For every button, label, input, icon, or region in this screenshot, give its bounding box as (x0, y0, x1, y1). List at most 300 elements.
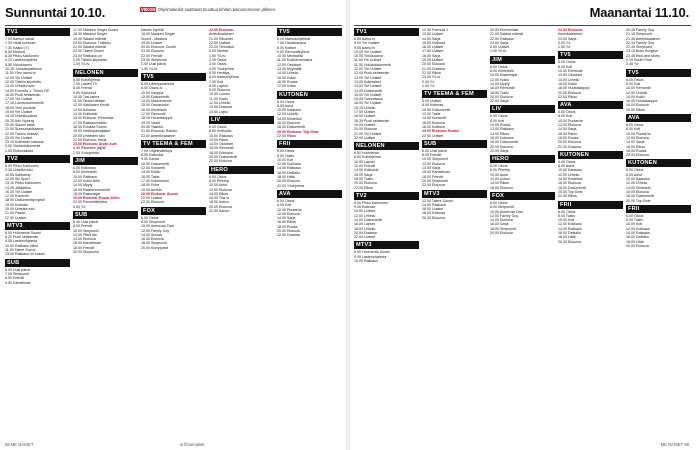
program-line: 14.00 Rikos (209, 191, 228, 196)
program-line: 10.00 Autot (209, 183, 228, 188)
program-line: 19.00 Keittiöpainajaiset (73, 129, 111, 134)
program-line: 8.00 Autot (626, 172, 643, 177)
program-line: 8.00 Tositv (277, 153, 295, 158)
program-line: 22.00 Yöohjelma (277, 183, 304, 188)
program-line: 6.00 Ostos (626, 213, 644, 218)
program-line: 1.05 Elokuvaklubi (5, 148, 34, 153)
program-line: 1.00 Yö-tv (73, 62, 90, 67)
program-line: 10.00 Merihaitat (277, 54, 303, 59)
program-line: 10.00 Dokumentti (422, 107, 451, 112)
program-line: 0.15 South Park (626, 58, 652, 63)
program-line: 22.00 Rakkaus (490, 36, 514, 41)
program-line: 16.00 Rikos (626, 144, 645, 149)
program-line: 12.00 Family Guy (490, 213, 519, 218)
program-line: 14.00 Elokuva (73, 237, 96, 242)
program-line: 22.00 Uutiset (5, 215, 27, 220)
program-line: 16.00 Lapset (354, 222, 375, 227)
program-line: 18.00 Ruoka (558, 135, 579, 140)
program-line: 21.30 Elokuva (141, 49, 164, 54)
program-line: 8.00 Piirretyt (490, 168, 511, 173)
program-line: 20.00 Unelmien talo (73, 133, 105, 138)
program-line: 7.00 Ostoskanava (277, 41, 306, 46)
program-line: 20.00 Rikos (626, 107, 645, 112)
program-line: 6.00 Pikku Kakkonen (5, 164, 39, 169)
program-line: 6.00 Kotiostos (73, 166, 96, 171)
day-title-left: Sunnuntai 10.10. (5, 5, 106, 20)
program-line: 17.00 Remontti (141, 112, 166, 117)
program-line: 22.00 Uutiset (354, 235, 376, 240)
program-line: 14.00 Kokki (626, 94, 645, 99)
program-line: 10.00 Lapset (354, 159, 375, 164)
program-line: 6.00 Huomenta Suomi (354, 250, 390, 255)
program-line: 12.00 Kokkaus (558, 222, 582, 227)
program-line: 22.00 Rikos (558, 94, 577, 99)
program-line: 6.00 Ostos (490, 64, 508, 69)
program-line: 14.00 Rakkaus (626, 230, 650, 235)
program-line: 16.00 Kahdeksan (73, 241, 101, 246)
listing-columns-left (5, 28, 342, 436)
program-line: 16.30 Yle Uutiset (5, 189, 33, 194)
program-line: 17.10 Luontodokumentti (5, 101, 44, 106)
program-line: 12.00 Urheilu (558, 172, 580, 177)
program-line: 6.00 Uusi päivä (73, 219, 98, 224)
program-line: 18.00 Kulttuuri (422, 124, 446, 129)
header-rule (5, 25, 342, 26)
program-line: 16.00 Elokuva (490, 185, 513, 190)
legend-swatch: VIIKON (141, 7, 156, 12)
program-line: 17.00 Masked Singer Suomi (73, 28, 119, 32)
program-line: 7.05 Hetki suvessa (5, 41, 36, 46)
program-line: 22.15 Family Guy (626, 40, 655, 45)
program-line: 8.00 Kotikokki (141, 153, 164, 158)
program-line: 6.00 Ostos (277, 99, 295, 104)
program-line: 20.00 Elokuva (354, 127, 377, 132)
program-line: 10.00 Kalastus (277, 108, 301, 113)
program-line: 10.00 Puutarha (626, 131, 651, 136)
program-line: 22.00 Draama (277, 233, 300, 238)
channel-heading: AVA (277, 190, 342, 198)
program-line: 16.00 Elokuva (626, 189, 649, 194)
program-line: 9.00 Kahdeksan (5, 280, 31, 285)
program-line: 18.00 Kotimaa (422, 211, 446, 216)
program-line: 20.00 Taistelu (141, 124, 164, 129)
program-line: 10.00 Rakentajat (490, 73, 518, 78)
channel-heading: AVA (626, 114, 691, 122)
program-line: 14.00 Kotikokki (354, 168, 379, 173)
program-line: 11.30 Ylen aamu-tv (5, 71, 36, 76)
program-line: 13.00 Uutiset (422, 32, 444, 37)
program-line: 14.00 Sarja (626, 140, 645, 145)
channel-heading: KUTONEN (558, 151, 623, 159)
program-line: 14.00 Sarja (558, 127, 577, 132)
program-line: 17.00 Yle Uutiset (5, 97, 33, 102)
program-line: 15.00 Kokki (277, 75, 296, 80)
program-line: 10.00 Rakkaus (354, 259, 378, 264)
channel-heading: FRII (277, 140, 342, 148)
program-line: 20.00 Emmerdale (490, 28, 519, 32)
program-line: 6.00 Huomenta Suomi (5, 230, 41, 235)
program-line: 8.30 Pikku Kakkonen (5, 54, 39, 59)
program-line: 18.00 Ruokaa Suomi (73, 124, 107, 129)
program-line: 18.00 Ruoka (626, 148, 647, 153)
program-line: 7.00 Koti (209, 79, 224, 84)
program-line: 21.00 Pasila (5, 211, 25, 216)
program-line: 13.10 Pikku Kakkonen (5, 181, 41, 186)
program-line: 19.00 Uutiset (141, 40, 163, 45)
program-line: 18.00 Action (209, 200, 229, 205)
program-line: 10.00 Rakkaus kiitos (5, 243, 39, 248)
channel-heading: NELONEN (354, 142, 419, 150)
program-line: 6.00 Huomenta (354, 151, 379, 156)
program-line: 22.00 Rikos (277, 133, 296, 138)
program-line: Naruto myöhä (141, 28, 164, 32)
program-line: 6.00 Ostos (277, 198, 295, 203)
program-line: 22.00 Frendit (141, 53, 163, 58)
channel-heading: TV2 (5, 155, 70, 163)
program-line: 23.00 Sarja (558, 36, 577, 41)
day-title-right: Maanantai 11.10. (589, 5, 689, 20)
program-line: 10.00 Koti (558, 218, 575, 223)
channel-heading: LIV (490, 105, 555, 113)
program-line: 18.00 Frendit (422, 174, 444, 179)
program-line: 16.00 Uutiset (422, 45, 444, 50)
program-line: 18.00 Ylen puolella (5, 105, 36, 110)
program-line: 11.00 Kodinkunnostus (277, 58, 313, 63)
program-line: 23.00 Sarja (490, 40, 509, 45)
program-line: 14.00 Kiinteistö (277, 116, 302, 121)
program-line: 9.55 Lastenohjelmia (5, 239, 38, 244)
program-line: 12.00 Frendit (354, 164, 376, 169)
program-line: 10.00 American Dad (490, 209, 523, 214)
program-line: 20.00 Sukuni salat (5, 122, 35, 127)
program-line: 17.00 Uutiset (422, 49, 444, 54)
program-line: 0.45 Rikoksen jäljillä (73, 146, 106, 151)
highlighted-program: 22.00 Elokuva: (209, 28, 234, 32)
program-line: 14.00 Dokumentti (354, 217, 383, 222)
program-line: 19.00 Vaalit (141, 120, 160, 125)
program-line: 23.15 Bobs Burgers (626, 49, 658, 54)
program-line: 8.00 Tositv (558, 213, 576, 218)
program-line: 16.00 Remontti (209, 146, 234, 151)
program-line: 11.05 Ykkösdokumentti (354, 62, 392, 67)
program-line: 18.00 Simpsonit (490, 226, 516, 231)
program-line: 18.00 Dokumentti (558, 185, 587, 190)
program-line: 18.00 Uutiset (354, 114, 376, 119)
program-line: 12.00 Urheilu (626, 90, 648, 95)
program-line: 18.00 Dokumenttiprojekti (5, 198, 45, 203)
program-line: 16.00 Deittailu (626, 235, 649, 240)
program-line: 16.00 Elokuva (277, 121, 300, 126)
program-line: 17.00 Kummeli (5, 194, 29, 199)
program-line: 22.00 Sarja (490, 99, 509, 104)
program-line: 14.00 Radio (141, 170, 161, 175)
program-line: 22.00 Talent Suomi (73, 49, 104, 54)
channel-heading: JIM (490, 56, 555, 64)
program-line: 6.00 Ostos (277, 149, 295, 154)
program-line: 16.00 Elokuva (558, 181, 581, 186)
program-line: 23.00 Simpsonit (141, 58, 167, 63)
program-line: 14.00 Yle Uutiset (354, 84, 382, 89)
program-line: 12.00 Ostokset (558, 73, 583, 78)
highlighted-program: 20.00 Elokuva: Ruotsi (422, 129, 460, 134)
channel-heading: TV5 (626, 69, 691, 77)
program-line: 23.00 Yle Uutiset (5, 135, 33, 140)
program-line: 14.00 Sunset (141, 232, 163, 237)
channel-heading: TV1 (5, 28, 70, 36)
listing-column (626, 28, 691, 436)
channel-heading: TV TEEMA & FEM (422, 90, 487, 98)
program-line: 14.05 Jääkiekko (5, 185, 31, 190)
program-line: 18.00 Huutokauppa (141, 116, 173, 121)
program-line: 9.20 Lastenohjelmia (5, 58, 38, 63)
program-line: 6.00 Kotiohjelma (73, 77, 100, 82)
program-line: 6.00 Aamuohjelma (209, 75, 239, 80)
listing-column (558, 28, 623, 436)
program-line: 8.00 Koti (277, 203, 292, 208)
highlighted-program: 20.00 Elokuva: Top Gear (277, 129, 319, 134)
program-line: 8.00 Kotiohjelma (354, 155, 381, 160)
channel-heading: MTV3 (354, 241, 419, 249)
program-line: 13.00 Myymälä (277, 67, 302, 72)
program-line: 13.00 Autoilua (73, 107, 96, 112)
program-line: 6.00 Ostos (490, 200, 508, 205)
program-line: 6.00 Uusi päivä (5, 267, 30, 272)
program-line: 16.00 Ruoka (277, 79, 298, 84)
program-line: 21.00 Rikokset (209, 36, 233, 41)
program-line: 23.45 Rick and Morty (626, 53, 660, 58)
channel-heading: TV5 (558, 51, 623, 59)
program-line: 16.00 Tosi tv (209, 196, 230, 201)
left-page (0, 0, 346, 450)
program-line: 14.00 Kotikokki (73, 112, 98, 117)
program-line: 18.00 Häät (277, 175, 295, 180)
program-line: 21.00 Yle Uutiset (354, 131, 382, 136)
program-line: 16.00 Elokuva (422, 120, 445, 125)
program-line: 10.00 Kalastus (626, 177, 650, 182)
program-line: 13.00 Urheiluruutu (5, 84, 35, 89)
program-line: 18.00 Huutokauppa (558, 86, 590, 91)
program-line: 19.00 Arkisto (141, 187, 162, 192)
program-line: 8.00 Autot (277, 103, 294, 108)
program-line: 9.50 Ykkösaamu (5, 62, 32, 67)
program-line: 11.00 Tanssii tähtien (73, 99, 106, 104)
program-line: 8.00 Piirretyt (209, 178, 230, 183)
program-line: 16.00 Kokki (558, 81, 577, 86)
program-line: 0.00 Yö (73, 204, 86, 209)
program-line: 16.00 Elokuva (141, 237, 164, 242)
channel-heading: JIM (73, 157, 138, 165)
program-line: 11.00 Yle Uutiset (354, 58, 382, 63)
program-line: 16.00 Puoli seitsemän (5, 92, 41, 97)
program-line: 15.00 Elokuva: Prinsessa (73, 116, 114, 121)
program-line: 20.00 Elokuva (626, 153, 649, 158)
program-line: 6.00 Ostos (558, 60, 576, 65)
program-line: 18.00 Tositv (490, 90, 510, 95)
program-line: 12.00 Taide (422, 112, 441, 117)
program-line: 18.00 Masked Singer (141, 32, 175, 37)
program-line: 12.00 Ski Sport (5, 176, 30, 181)
legend (140, 7, 276, 12)
listing-column (354, 28, 419, 436)
program-line: 16.00 Kahdeksan (422, 170, 450, 175)
program-line: 12.00 Kokki tähti (73, 178, 100, 183)
program-line: 12.00 Kokkaus (626, 226, 650, 231)
program-line: 22.00 Uutiset (422, 133, 444, 138)
program-line: 13.00 Yle Uutiset (354, 75, 382, 80)
listing-columns-right (354, 28, 691, 436)
program-line: 21.00 Salatut elämät (73, 45, 106, 50)
program-line: 18.00 Häät (626, 239, 644, 244)
program-line: 10.00 Dokumentti (141, 161, 170, 166)
program-line: 20.00 Elokuva: Tulitikku (73, 40, 111, 45)
program-line: 12.00 Pitkä ilta (73, 232, 97, 237)
program-line: 0.00 Uusi päivä (141, 62, 166, 67)
program-line: 7.00 Aamun sanat (5, 37, 34, 41)
program-line: 6.00 Ostos (626, 123, 644, 128)
program-line: 23.00 Yö-tv (422, 75, 441, 80)
program-line: 10.00 Puutarha (277, 207, 302, 212)
program-line: 5.00 Herätys (209, 70, 230, 75)
program-line: 14.00 Urheilu (558, 77, 580, 82)
program-line: 6.00 Ostos (141, 215, 159, 220)
program-line: 12.00 Kokki (490, 77, 509, 82)
program-line: 19.15 Urheiluuutiset (5, 114, 37, 119)
program-line: 21.45 Amerikkalainen (626, 36, 661, 41)
program-line: 14.00 Rakkaus (422, 202, 446, 207)
program-line: 18.00 Dokumentti (277, 125, 306, 130)
channel-heading: MTV3 (422, 190, 487, 198)
program-line: 8.00 Koti (558, 64, 573, 69)
program-line: 17.00 Uutiset (354, 110, 376, 115)
program-line: 22.00 Uutiset (209, 40, 231, 45)
program-line: 3.00 Ostos (209, 62, 227, 67)
program-line: 8.00 Lapset (209, 83, 228, 88)
program-line: 18.00 Rakentajat (73, 191, 101, 196)
program-line: 10.00 Kauppa (141, 90, 164, 95)
program-line: 14.00 Ostokset (209, 142, 234, 147)
program-line: 20.00 Elokuva (490, 230, 513, 235)
program-line: 11.00 Talent Suomi (5, 248, 36, 253)
program-line: 9.00 Remonttiryhmä (277, 49, 310, 54)
program-line: 18.00 Kokkaus (209, 150, 233, 155)
program-line: 1.45 Yöohjelmia (73, 150, 99, 155)
channel-heading: TV1 (354, 28, 419, 36)
program-line: 14.00 Sarja (277, 216, 296, 221)
program-line: 14.00 Myyty (490, 81, 510, 86)
listing-column (422, 28, 487, 436)
program-line: 9.05 Aamu-tv (354, 45, 376, 50)
header-rule (354, 25, 691, 26)
program-line: 20.00 Elokuva (422, 215, 445, 220)
program-line: 17.00 Kotimainen (141, 178, 169, 183)
program-line: 12.00 Elokuva (209, 187, 232, 192)
program-line: 8.00 Simpsonit (490, 205, 514, 210)
program-line: 20.00 Elokuva (277, 179, 300, 184)
program-line: 23.00 Tietoiskut (209, 45, 235, 50)
program-line: 10.00 Uutiset (354, 209, 376, 214)
channel-heading: SUB (73, 211, 138, 219)
program-line: 22.00 Kauhu (209, 208, 230, 213)
program-line: 21.00 Elokuva: Hurja (73, 137, 107, 142)
program-line: 15.00 Yle Uutiset (354, 92, 382, 97)
listing-column (209, 28, 274, 436)
program-line: 10.30 Jumalanpalvelus (5, 67, 42, 72)
program-line: 12.00 Urheilu (277, 112, 299, 117)
program-line: 16.00 Uutiset (422, 207, 444, 212)
program-line: 20.00 Simpsonit (73, 250, 99, 255)
program-line: 18.00 Tositv (354, 176, 374, 181)
program-line: 12.00 Yle Uutiset (354, 67, 382, 72)
program-line: 14.00 Rikos (490, 181, 509, 186)
program-line: 16.00 Huutokauppa (626, 99, 658, 104)
legend-text: Ohjelmatiedot saattavat muuttua lehden painoonmenon jälkeen. (157, 7, 277, 12)
program-line: 12.00 Dokumentti (141, 94, 170, 99)
program-line: 7.00 Simpsonit (5, 271, 29, 276)
program-line: 8.00 Koti (558, 114, 573, 119)
program-line: 20.00 Top Gear (558, 189, 583, 194)
program-line: 6.00 Uutiset (422, 99, 442, 104)
program-line: 10.00 Luonto (209, 92, 230, 97)
program-line: 12.00 Elokuva (558, 123, 581, 128)
program-line: 0.00 Yö (422, 79, 435, 84)
program-line: 20.45 Family Guy (626, 28, 655, 32)
program-line: 20.00 Elokuva: Zombi (141, 45, 176, 50)
program-line: 18.00 Puhe (141, 183, 160, 188)
program-line: 22.00 Rikos (422, 70, 441, 75)
program-line: 8.00 Frendit (73, 86, 93, 91)
program-line: 8.00 Koti (626, 81, 641, 86)
program-line: 20.00 Elokuva (277, 228, 300, 233)
program-line: 22.00 Uutiset (141, 196, 163, 201)
program-line: 18.00 Simpsonit (141, 241, 167, 246)
program-line: 9.00 Yle Uutiset (354, 41, 380, 46)
program-line: 6.00 Pikku Kakkonen (354, 200, 388, 205)
program-line: 14.00 Rikos (490, 131, 509, 136)
program-line: 15.00 Kotimaa (422, 40, 446, 45)
program-line: 10.00 Ruoka (490, 123, 511, 128)
program-line: 12.00 Elokuva (277, 211, 300, 216)
program-line: 16.00 Deittailu (558, 230, 581, 235)
program-line: 18.00 Häät (558, 235, 576, 240)
program-line: 18.00 Sarja (422, 53, 441, 58)
program-line: 4.00 Yöohjelma (209, 66, 234, 71)
program-line: 12.00 Yle Uutiset (5, 75, 33, 80)
program-line: 12.05 Tähtiin kirjoitettu (5, 79, 42, 84)
program-line: 8.00 Kotimaa (422, 103, 444, 108)
program-line: 19.00 Salatut elämät (73, 36, 106, 41)
program-line: 12.00 Formula 1 (422, 28, 449, 32)
program-line: 6.00 Ostos (209, 124, 227, 129)
program-line: 10.00 Simpsonit (422, 157, 448, 162)
program-line: 10.00 Remontti (558, 69, 583, 74)
program-line: 10.00 Tosi tarina (73, 94, 100, 99)
listing-column (277, 28, 342, 436)
listing-column (73, 28, 138, 436)
program-line: 22.00 Uutiset (354, 135, 376, 140)
program-line: 19.20 Arto Nyberg (5, 118, 34, 123)
program-line: 10.00 Rakkaus (209, 133, 233, 138)
program-line: 10.00 Yle Uutiset (354, 49, 382, 54)
program-line: 20.00 Top Gear (626, 198, 651, 203)
listing-column (490, 28, 555, 436)
program-line: 22.30 Elokuva (141, 200, 164, 205)
footer-page-right: ME NAISET 59 (660, 442, 689, 447)
program-line: 15.00 Ostosvinkit (141, 103, 169, 108)
listing-column (141, 28, 206, 436)
program-line: 9.00 Kotimaa (354, 205, 376, 210)
program-line: 21.15 Simpsonit (626, 32, 652, 37)
program-line: 23.00 Amerikkalainen (141, 133, 176, 138)
